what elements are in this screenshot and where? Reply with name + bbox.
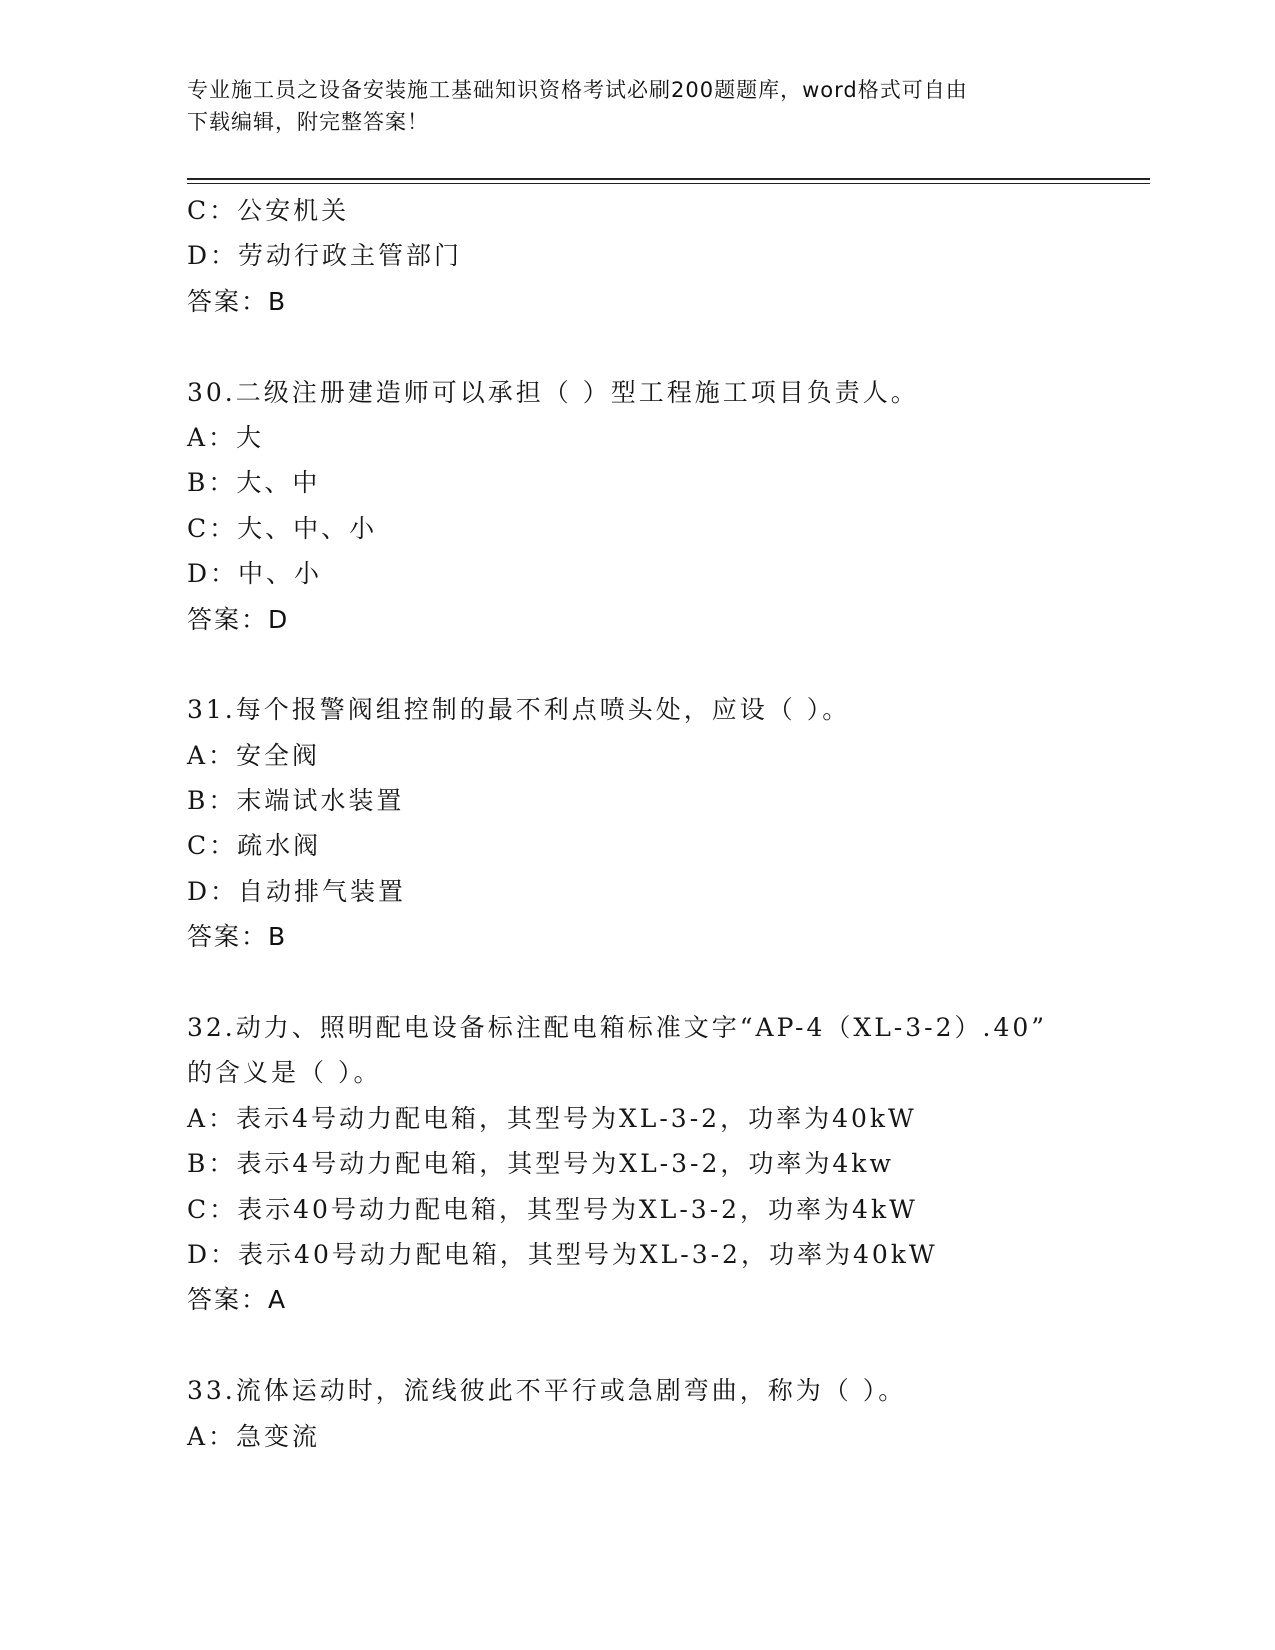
option-b: B：大、中 xyxy=(187,468,321,498)
option-c: C：疏水阀 xyxy=(187,831,322,861)
answer-line: 答案：B xyxy=(187,286,288,316)
header-title-line-2: 下载编辑，附完整答案！ xyxy=(187,110,429,134)
option-a: A：大 xyxy=(187,422,265,452)
option-c: C：表示40号动力配电箱，其型号为XL-3-2，功率为4kW xyxy=(187,1194,918,1224)
spacer xyxy=(187,1323,1117,1368)
spacer xyxy=(187,324,1117,369)
question-stem-line-2: 的含义是（ ）。 xyxy=(187,1058,382,1088)
question-stem: 31.每个报警阀组控制的最不利点喷头处，应设（ ）。 xyxy=(187,695,851,725)
header-title-line-1: 专业施工员之设备安装施工基础知识资格考试必刷200题题库，word格式可自由 xyxy=(187,78,968,102)
header-rule-thin xyxy=(187,183,1150,184)
question-block-33 xyxy=(187,1368,1117,1459)
option-d: D：表示40号动力配电箱，其型号为XL-3-2，功率为40kW xyxy=(187,1239,938,1269)
option-b: B：末端试水装置 xyxy=(187,786,405,816)
option-b: B：表示4号动力配电箱，其型号为XL-3-2，功率为4kw xyxy=(187,1149,894,1179)
question-stem-line-1: 32.动力、照明配电设备标注配电箱标准文字“AP-4（XL-3-2）.40” xyxy=(187,1013,1048,1043)
answer-line: 答案：D xyxy=(187,604,290,634)
question-block-32 xyxy=(187,1005,1117,1323)
question-block-30 xyxy=(187,370,1117,642)
option-c: C：公安机关 xyxy=(187,196,350,225)
answer-line: 答案：B xyxy=(187,922,288,952)
spacer xyxy=(187,642,1117,687)
option-d: D：自动排气装置 xyxy=(187,876,407,906)
option-a: A：表示4号动力配电箱，其型号为XL-3-2，功率为40kW xyxy=(187,1103,917,1133)
page-header xyxy=(187,74,1067,138)
spacer xyxy=(187,960,1117,1005)
option-c: C：大、中、小 xyxy=(187,513,378,543)
option-a: A：安全阀 xyxy=(187,740,321,770)
option-d: D：中、小 xyxy=(187,559,323,589)
question-block-31 xyxy=(187,687,1117,959)
question-stem: 30.二级注册建造师可以承担（ ）型工程施工项目负责人。 xyxy=(187,377,919,407)
question-stem: 33.流体运动时，流线彼此不平行或急剧弯曲，称为（ ）。 xyxy=(187,1376,907,1406)
option-d: D：劳动行政主管部门 xyxy=(187,241,463,271)
header-rule-thick xyxy=(187,178,1150,180)
answer-line: 答案：A xyxy=(187,1285,288,1315)
question-block-29 xyxy=(187,188,1117,324)
question-list xyxy=(187,188,1117,1459)
option-a: A：急变流 xyxy=(187,1421,321,1451)
